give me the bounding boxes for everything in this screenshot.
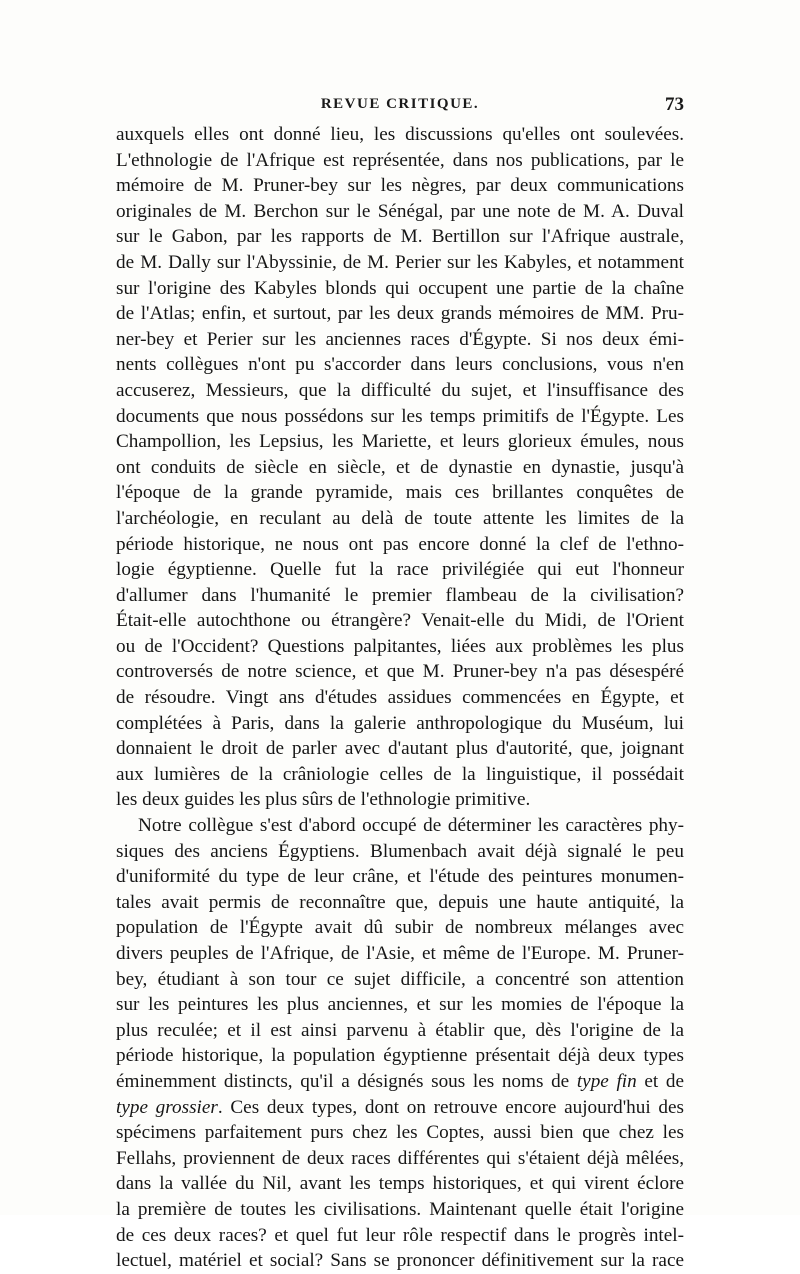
text-line — [116, 1069, 684, 1095]
text-segment: sur le Gabon, par les rapports de M. Bertillon sur l'Afrique australe, — [116, 226, 684, 248]
text-line — [116, 915, 684, 941]
text-line — [116, 122, 684, 148]
text-line — [116, 557, 684, 583]
text-line — [116, 506, 684, 532]
text-line — [116, 1223, 684, 1249]
text-segment: tales avait permis de reconnaître que, depuis une haute antiquité, la — [116, 891, 684, 913]
text-segment: Était-elle autochthone ou étrangère? Venait-elle du Midi, de l'Orient — [116, 610, 684, 632]
text-line — [116, 455, 684, 481]
text-line — [116, 1095, 684, 1121]
text-segment: lectuel, matériel et social? Sans se prononcer définitivement sur la race — [116, 1250, 684, 1272]
body-text — [116, 122, 684, 1274]
text-segment: originales de M. Berchon sur le Sénégal, par une note de M. A. Duval — [116, 200, 684, 222]
text-line — [116, 404, 684, 430]
text-segment: complétées à Paris, dans la galerie anthropologique du Muséum, lui — [116, 712, 684, 734]
text-line — [116, 480, 684, 506]
text-segment: logie égyptienne. Quelle fut la race privilégiée qui eut l'honneur — [116, 559, 684, 581]
text-segment: spécimens parfaitement purs chez les Coptes, aussi bien que chez les — [116, 1122, 684, 1144]
text-line — [116, 736, 684, 762]
text-line — [116, 967, 684, 993]
text-line — [116, 1146, 684, 1172]
running-head — [116, 94, 684, 118]
text-line — [116, 711, 684, 737]
text-segment: l'époque de la grande pyramide, mais ces brillantes conquêtes de — [116, 482, 684, 504]
text-segment: Notre collègue s'est d'abord occupé de déterminer les caractères phy- — [138, 815, 684, 837]
text-line — [116, 1043, 684, 1069]
text-segment: bey, étudiant à son tour ce sujet difficile, a concentré son attention — [116, 968, 684, 990]
text-line — [116, 762, 684, 788]
text-line — [116, 276, 684, 302]
text-segment: de résoudre. Vingt ans d'études assidues commencées en Égypte, et — [116, 687, 684, 709]
text-segment: documents que nous possédons sur les temps primitifs de l'Égypte. Les — [116, 405, 684, 427]
text-segment: l'archéologie, en reculant au delà de toute attente les limites de la — [116, 507, 684, 529]
text-segment: Champollion, les Lepsius, les Mariette, et leurs glorieux émules, nous — [116, 431, 684, 453]
italic-term: type grossier — [116, 1096, 218, 1118]
text-line — [116, 1248, 684, 1274]
text-line — [116, 864, 684, 890]
text-line — [116, 1018, 684, 1044]
text-line — [116, 813, 684, 839]
text-line — [116, 1120, 684, 1146]
text-segment: période historique, la population égyptienne présentait déjà deux types — [116, 1045, 684, 1067]
text-line — [116, 685, 684, 711]
text-segment: population de l'Égypte avait dû subir de nombreux mélanges avec — [116, 917, 684, 939]
text-line — [116, 608, 684, 634]
text-line — [116, 634, 684, 660]
text-segment: les deux guides les plus sûrs de l'ethnologie primitive. — [116, 789, 531, 811]
italic-term: type fin — [576, 1070, 637, 1092]
text-line — [116, 224, 684, 250]
page-number: 73 — [665, 94, 684, 115]
text-segment: dans la vallée du Nil, avant les temps historiques, et qui virent éclore — [116, 1173, 684, 1195]
text-segment: sur les peintures les plus anciennes, et sur les momies de l'époque la — [116, 994, 684, 1016]
text-segment: d'uniformité du type de leur crâne, et l'étude des peintures monumen- — [116, 866, 684, 888]
text-line — [116, 148, 684, 174]
text-line — [116, 173, 684, 199]
text-line — [116, 1197, 684, 1223]
text-line — [116, 250, 684, 276]
text-segment: L'ethnologie de l'Afrique est représentée, dans nos publications, par le — [116, 149, 684, 171]
text-segment: divers peuples de l'Afrique, de l'Asie, et même de l'Europe. M. Pruner- — [116, 943, 684, 964]
running-title: REVUE CRITIQUE. — [320, 96, 480, 112]
text-segment: nents collègues n'ont pu s'accorder dans leurs conclusions, vous n'en — [116, 354, 684, 376]
text-segment: de M. Dally sur l'Abyssinie, de M. Perier sur les Kabyles, et notamment — [116, 251, 684, 273]
text-segment: auxquels elles ont donné lieu, les discussions qu'elles ont soulevées. — [116, 124, 684, 145]
text-segment: sur l'origine des Kabyles blonds qui occupent une partie de la chaîne — [116, 277, 684, 299]
text-segment: donnaient le droit de parler avec d'autant plus d'autorité, que, joignant — [116, 738, 684, 760]
text-segment: ner-bey et Perier sur les anciennes races d'Égypte. Si nos deux émi- — [116, 328, 684, 350]
text-line — [116, 787, 684, 813]
text-segment: ou de l'Occident? Questions palpitantes, liées aux problèmes les plus — [116, 635, 684, 657]
text-line — [116, 352, 684, 378]
text-line — [116, 301, 684, 327]
text-line — [116, 1171, 684, 1197]
text-line — [116, 839, 684, 865]
text-segment: d'allumer dans l'humanité le premier flambeau de la civilisation? — [116, 584, 684, 606]
text-segment: et de — [636, 1070, 684, 1092]
text-line — [116, 992, 684, 1018]
text-line — [116, 532, 684, 558]
text-line — [116, 378, 684, 404]
text-segment: de ces deux races? et quel fut leur rôle respectif dans le progrès intel- — [116, 1224, 684, 1246]
text-line — [116, 429, 684, 455]
text-line — [116, 890, 684, 916]
text-segment: accuserez, Messieurs, que la difficulté du sujet, et l'insuffisance des — [116, 379, 684, 401]
text-segment: aux lumières de la crâniologie celles de la linguistique, il possédait — [116, 763, 684, 785]
text-line — [116, 583, 684, 609]
text-line — [116, 327, 684, 353]
text-segment: controversés de notre science, et que M. Pruner-bey n'a pas désespéré — [116, 661, 684, 683]
text-segment: éminemment distincts, qu'il a désignés sous les noms de — [116, 1070, 577, 1092]
text-segment: . Ces deux types, dont on retrouve encore aujourd'hui des — [217, 1096, 684, 1118]
text-line — [116, 199, 684, 225]
text-segment: période historique, ne nous ont pas encore donné la clef de l'ethno- — [116, 533, 684, 555]
text-line — [116, 941, 684, 967]
text-segment: la première de toutes les civilisations. Maintenant quelle était l'origine — [116, 1198, 684, 1220]
text-line — [116, 659, 684, 685]
text-segment: Fellahs, proviennent de deux races différentes qui s'étaient déjà mêlées, — [116, 1147, 684, 1169]
paragraph — [116, 813, 684, 1274]
text-segment: mémoire de M. Pruner-bey sur les nègres, par deux communications — [116, 175, 684, 197]
text-segment: siques des anciens Égyptiens. Blumenbach avait déjà signalé le peu — [116, 840, 684, 862]
text-segment: plus reculée; et il est ainsi parvenu à établir que, dès l'origine de la — [116, 1019, 684, 1041]
text-segment: ont conduits de siècle en siècle, et de dynastie en dynastie, jusqu'à — [116, 456, 684, 478]
paragraph — [116, 122, 684, 813]
text-segment: de l'Atlas; enfin, et surtout, par les deux grands mémoires de MM. Pru- — [116, 303, 684, 325]
